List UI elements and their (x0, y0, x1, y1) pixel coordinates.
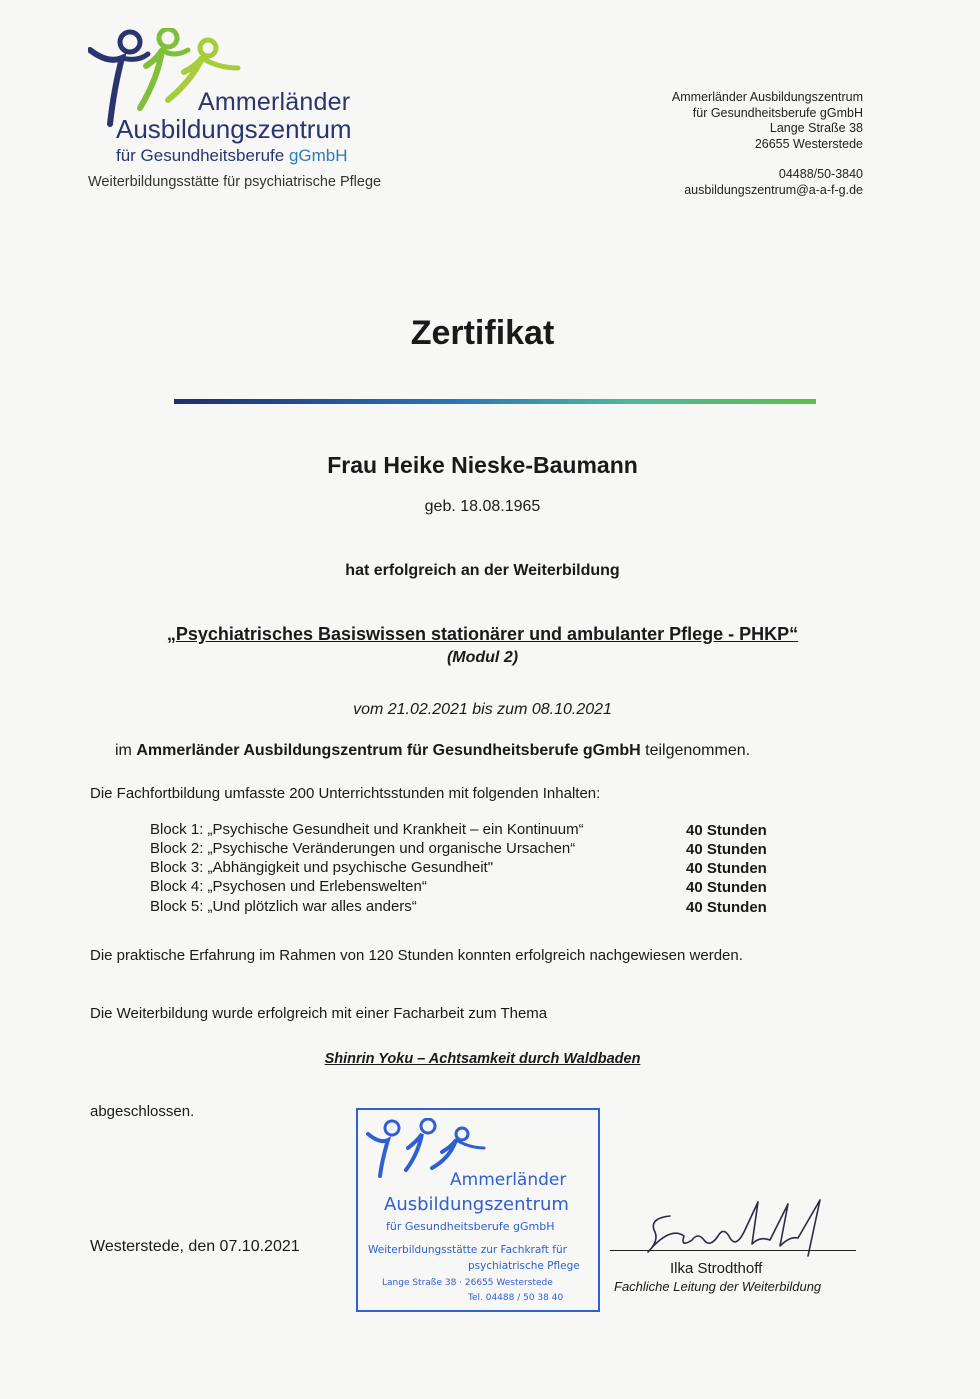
stamp-line3: für Gesundheitsberufe gGmbH (386, 1220, 555, 1233)
logo-text-line3 (116, 146, 348, 166)
block-hours: 40 Stunden (686, 860, 767, 877)
address-block (672, 90, 863, 152)
logo-text-line3-b: gGmbH (288, 146, 348, 165)
stamp-line6: Lange Straße 38 · 26655 Westerstede (382, 1278, 553, 1288)
hours-intro: Die Fachfortbildung umfasste 200 Unterrichtsstunden mit folgenden Inhalten: (90, 785, 601, 802)
block-label: Block 1: „Psychische Gesundheit und Krankheit – ein Kontinuum“ (150, 821, 584, 838)
logo-text-line1: Ammerländer (198, 88, 351, 116)
course-title: „Psychiatrisches Basiswissen stationärer und ambulanter Pflege - PHKP“ (166, 624, 799, 644)
stamp-line7: Tel. 04488 / 50 38 40 (468, 1293, 564, 1303)
institution-suffix: teilgenommen. (640, 742, 751, 759)
address-line: 26655 Westerstede (754, 136, 863, 151)
thesis-intro: Die Weiterbildung wurde erfolgreich mit einer Facharbeit zum Thema (90, 1005, 548, 1022)
stamp-line1: Ammerländer (450, 1170, 567, 1190)
logo-text-line3-a: für Gesundheitsberufe (116, 146, 289, 165)
logo-text-line2: Ausbildungszentrum (116, 114, 352, 144)
phone-number: 04488/50-3840 (778, 167, 863, 181)
institution-sentence (115, 742, 750, 760)
gradient-divider (174, 399, 816, 404)
contact-block (684, 167, 863, 198)
stamp-logo-figures (366, 1118, 486, 1178)
stamp-line5: psychiatrische Pflege (468, 1260, 580, 1272)
place-and-date: Westerstede, den 07.10.2021 (90, 1238, 300, 1255)
block-hours: 40 Stunden (686, 879, 767, 896)
block-label: Block 3: „Abhängigkeit und psychische Gesundheit" (150, 859, 494, 876)
address-line: Ammerländer Ausbildungszentrum (671, 90, 863, 104)
block-label: Block 4: „Psychosen und Erlebenswelten“ (150, 878, 427, 895)
institution-name: Ammerländer Ausbildungszentrum für Gesundheitsberufe gGmbH (136, 742, 641, 759)
address-line: Lange Straße 38 (769, 121, 863, 135)
email-address: ausbildungszentrum@a-a-f-g.de (684, 182, 863, 197)
handwritten-signature (640, 1196, 840, 1266)
signature-line (610, 1250, 856, 1251)
block-label: Block 5: „Und plötzlich war alles anders“ (150, 898, 417, 915)
organization-subtitle: Weiterbildungsstätte für psychiatrische Pflege (88, 174, 382, 190)
closing-text: abgeschlossen. (90, 1103, 195, 1120)
recipient-name: Frau Heike Nieske-Baumann (327, 452, 638, 478)
course-module: (Modul 2) (446, 649, 519, 666)
signer-name: Ilka Strodthoff (670, 1260, 763, 1277)
block-hours: 40 Stunden (686, 841, 767, 858)
signer-role: Fachliche Leitung der Weiterbildung (614, 1279, 822, 1294)
stamp-line4: Weiterbildungsstätte zur Fachkraft für (368, 1244, 567, 1256)
practical-experience: Die praktische Erfahrung im Rahmen von 120 Stunden konnten erfolgreich nachgewiesen werden. (90, 947, 743, 964)
recipient-birthdate: geb. 18.08.1965 (424, 498, 541, 515)
stamp-line2: Ausbildungszentrum (384, 1194, 569, 1215)
block-hours: 40 Stunden (686, 822, 767, 839)
block-label: Block 2: „Psychische Veränderungen und organische Ursachen“ (150, 840, 576, 857)
thesis-title: Shinrin Yoku – Achtsamkeit durch Waldbaden (324, 1051, 641, 1067)
official-stamp (356, 1108, 600, 1312)
block-hours: 40 Stunden (686, 899, 767, 916)
address-line: für Gesundheitsberufe gGmbH (692, 105, 863, 120)
certificate-title: Zertifikat (410, 314, 555, 352)
institution-prefix: im (115, 742, 137, 759)
completion-intro: hat erfolgreich an der Weiterbildung (345, 562, 620, 579)
course-period: vom 21.02.2021 bis zum 08.10.2021 (353, 701, 612, 718)
